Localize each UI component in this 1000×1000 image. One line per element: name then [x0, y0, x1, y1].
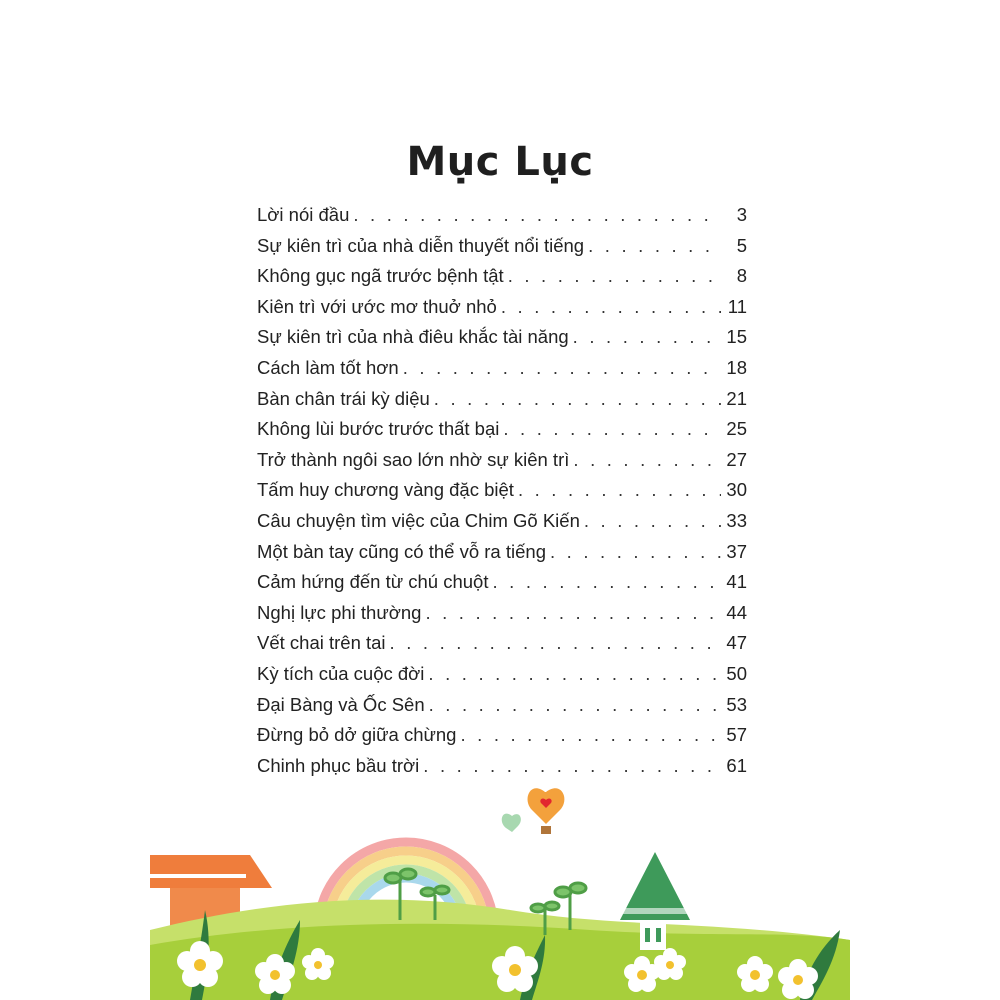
- toc-leader-dots: [403, 353, 721, 384]
- toc-entry: [257, 659, 747, 690]
- toc-entry-title: Câu chuyện tìm việc của Chim Gõ Kiến: [257, 509, 580, 531]
- toc-entry-title: Không gục ngã trước bệnh tật: [257, 265, 504, 287]
- toc-entry-page: 5: [736, 234, 747, 256]
- toc-entry: [257, 628, 747, 659]
- toc-leader-dots: [429, 690, 721, 721]
- toc-entry: [257, 231, 747, 262]
- toc-entry: [257, 445, 747, 476]
- toc-entry-page: 11: [727, 295, 747, 317]
- toc-entry: [257, 292, 747, 323]
- toc-leader-dots: [518, 475, 721, 506]
- toc-entry-title: Sự kiên trì của nhà diễn thuyết nổi tiếng: [257, 234, 585, 256]
- page-title: Mục Lục: [406, 138, 594, 185]
- toc-entry-title: Lời nói đầu: [257, 204, 350, 225]
- toc-entry: [257, 384, 747, 415]
- toc-entry-title: Bàn chân trái kỳ diệu: [257, 387, 430, 409]
- toc-entry-page: 33: [726, 509, 747, 531]
- toc-entry: [257, 598, 747, 629]
- toc-leader-dots: [584, 506, 721, 537]
- toc-leader-dots: [573, 322, 721, 353]
- toc-entry-title: Vết chai trên tai: [257, 632, 386, 654]
- toc-entry-title: Trở thành ngôi sao lớn nhờ sự kiên trì: [257, 448, 570, 470]
- toc-entry: [257, 506, 747, 537]
- toc-entry-title: Cách làm tốt hơn: [257, 356, 399, 378]
- landscape-illustration: [150, 770, 850, 1000]
- toc-entry: [257, 475, 747, 506]
- toc-entry-page: 50: [726, 662, 747, 684]
- toc-entry-page: 3: [736, 204, 747, 225]
- toc-entry: [257, 690, 747, 721]
- toc-entry-page: 15: [726, 326, 747, 348]
- toc-leader-dots: [493, 567, 722, 598]
- toc-entry-title: Nghị lực phi thường: [257, 601, 422, 623]
- toc-leader-dots: [353, 200, 721, 231]
- toc-leader-dots: [434, 384, 721, 415]
- toc-entry-title: Đại Bàng và Ốc Sên: [257, 693, 425, 715]
- illustration-scene: [150, 770, 850, 1000]
- toc-leader-dots: [501, 292, 721, 323]
- toc-entry-page: 44: [726, 601, 747, 623]
- toc-leader-dots: [428, 659, 721, 690]
- toc-entry-page: 47: [726, 632, 747, 654]
- book-page: [150, 0, 850, 1000]
- toc-leader-dots: [508, 261, 721, 292]
- toc-entry: [257, 414, 747, 445]
- toc-entry-page: 41: [726, 571, 747, 593]
- toc-entry-page: 21: [726, 387, 747, 409]
- toc-leader-dots: [460, 720, 721, 751]
- toc-entry-title: Kiên trì với ước mơ thuở nhỏ: [257, 295, 497, 317]
- toc-entry-page: 18: [726, 356, 747, 378]
- toc-leader-dots: [390, 628, 721, 659]
- toc-entry: [257, 537, 747, 568]
- toc-leader-dots: [588, 231, 721, 262]
- toc-leader-dots: [503, 414, 721, 445]
- toc-entry-page: 37: [726, 540, 747, 562]
- toc-entry-page: 8: [736, 265, 747, 287]
- toc-entry-page: 61: [726, 754, 747, 776]
- toc-entry: [257, 353, 747, 384]
- toc-entry-page: 25: [726, 418, 747, 440]
- toc-entry: [257, 720, 747, 751]
- toc-entry-title: Kỳ tích của cuộc đời: [257, 662, 425, 684]
- heart-balloon-icon: [502, 788, 565, 834]
- toc-entry: [257, 261, 747, 292]
- toc-entry-title: Đừng bỏ dở giữa chừng: [257, 724, 457, 746]
- toc-entry: [257, 200, 747, 231]
- toc-entry: [257, 322, 747, 353]
- toc-entry-title: Một bàn tay cũng có thể vỗ ra tiếng: [257, 540, 546, 562]
- toc-leader-dots: [550, 537, 721, 568]
- table-of-contents: [257, 200, 747, 781]
- toc-entry-page: 53: [726, 693, 747, 715]
- toc-entry-title: Cảm hứng đến từ chú chuột: [257, 571, 489, 593]
- toc-entry: [257, 567, 747, 598]
- toc-entry-title: Sự kiên trì của nhà điêu khắc tài năng: [257, 326, 569, 348]
- toc-leader-dots: [573, 445, 721, 476]
- toc-leader-dots: [425, 598, 721, 629]
- toc-entry-title: Không lùi bước trước thất bại: [257, 418, 500, 440]
- toc-entry-page: 27: [726, 448, 747, 470]
- toc-entry-page: 30: [726, 479, 747, 501]
- toc-entry-title: Tấm huy chương vàng đặc biệt: [257, 479, 514, 501]
- toc-entry-title: Chinh phục bầu trời: [257, 754, 420, 776]
- toc-entry-page: 57: [726, 724, 747, 746]
